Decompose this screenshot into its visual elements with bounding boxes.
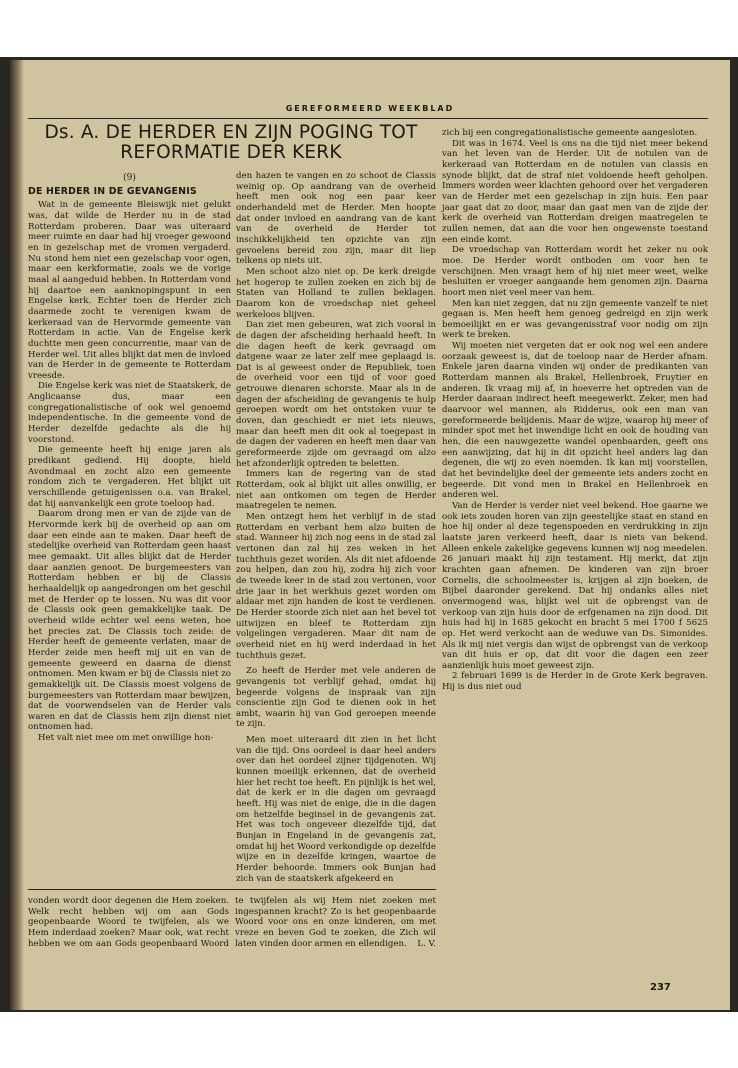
footnote-paragraph <box>28 896 436 949</box>
paragraph: Men schoot alzo niet op. De kerk dreigde het hogerop te zullen zoeken en zich bij de Staten van Holland te zullen beklagen. Daarom kon de vroedschap niet geheel werkeloos blijven. <box>236 266 436 320</box>
section-heading: DE HERDER IN DE GEVANGENIS <box>28 185 197 197</box>
paragraph: Men ontzegt hem het verblijf in de stad Rotterdam en verbant hem alzo buiten de stad. Wanneer hij zich nog eens in de stad zal vertonen dan zal hij zes weken in het tuchthuis gezet worden. Als dit niet afdoende zou helpen, dan zou hij, zodra hij zich voor de tweede keer in de stad zou vertonen, voor drie jaar in het werkhuis gezet worden om aldaar met zijn handen de kost te verdienen. De Herder stoorde zich niet aan het bevel tot uitwijzen en bleef te Rotterdam zijn volgelingen vergaderen. Maar dit nam de overheid niet en hij werd inderdaad in het tuchthuis gezet. <box>236 512 436 661</box>
footnote-rule <box>28 889 436 890</box>
binding-shadow <box>10 60 24 1010</box>
paragraph: 2 februari 1699 is de Herder in de Grote Kerk begraven. Hij is dus niet oud <box>442 671 708 693</box>
text-column-2 <box>236 171 436 884</box>
paragraph: Men moet uiteraard dit zien in het licht van die tijd. Ons oordeel is daar heel anders over dan het oordeel zijner tijdgenoten. Wij kunnen moeilijk erkennen, dat de overheid hier het recht toe heeft. En pijnlijk is het wel, dat de kerk er in die dagen om gevraagd heeft. Hij was niet de enige, die in die dagen om hetzelfde beginsel in de gevangenis zat. Het was toch ongeveer diezelfde tijd, dat Bunjan in Engeland in de gevangenis zat, omdat hij het Woord verkondigde op dezelfde wijze en in dezelfde kringen, waartoe de Herder behoorde. Immers ook Bunjan had zich van de staatskerk afgekeerd en <box>236 735 436 884</box>
article-title <box>28 123 434 163</box>
paragraph: zich bij een congregationalistische gemeente aangesloten. <box>442 128 698 138</box>
paragraph: De vroedschap van Rotterdam wordt het zeker nu ook moe. De Herder wordt ontboden om voor hen te verschijnen. Men vraagt hem of hij niet meer weet, welke besluiten er vroeger aangaande hem genomen zijn. Daarna hoort men niet veel meer van hem. <box>442 245 708 298</box>
paragraph: den hazen te vangen en zo schoot de Classis weinig op. Op aandrang van de overheid heeft men ook nog een paar keer onderhandeld met de Herder. Men hoopte dat onder invloed en aandrang van de kant van de overheid de Herder tot inschikkelijkheid ten opzichte van zijn gevoelens bereid zou zijn, maar dit liep telkens op niets uit. <box>236 171 436 267</box>
paragraph: Immers kan de regering van de stad Rotterdam, ook al blijkt uit alles onwillig, er niet aan ontkomen om tegen de Herder maatregelen te nemen. <box>236 469 436 512</box>
paragraph: Dit was in 1674. Veel is ons na die tijd niet meer bekend van het leven van de Herder. Uit de notulen van de kerkeraad van Rotterdam en de notulen van classis en synode blijkt, dat de straf niet voldoende heeft geholpen. Immers worden weer klachten gehoord over het vergaderen van de Herder met een gezelschap in zijn huis. Een paar jaar gaat dat zo door, maar dan gaat men van de zijde der kerk de overheid van Rotterdam dreigen maatregelen te zullen nemen, dat aan die voor hen ongewenste toestand een einde komt. <box>442 138 708 245</box>
paragraph: Dan ziet men gebeuren, wat zich vooral in de dagen der afscheiding herhaald heeft. In die dagen heeft de kerk gevraagd om datgene waar ze later zelf mee geplaagd is. Dat is al geweest onder de Republiek, toen de overheid voor een tijd of voor goed getrouwe dienaren schorste. Maar als in de dagen der afscheiding de gevangenis te hulp geroepen wordt om het ontstoken vuur te doven, dan geschiedt er niet iets nieuws, maar dan heeft men dit ook al toegepast in de dagen der vaderen en heeft men daar van gereformeerde zijde om gevraagd om alzo het afzonderlijk optreden te beletten. <box>236 320 436 469</box>
footnote-text: vonden wordt door degenen die Hem zoeken. Welk recht hebben wij om aan Gods geopenbaarde Woord te twijfelen, als we Hem inderdaad zoeken? Maar ook, wat recht hebben we om aan Gods geopenbaard Woord te twijfelen als wij Hem niet zoeken met ingespannen kracht? Zo is het geopenbaarde Woord voor ons en onze kinderen, om met vreze en beven God te zoeken, die Zich wil laten vinden door armen en ellendigen. <box>28 896 436 949</box>
footnote-block <box>28 896 436 949</box>
paragraph: Het valt niet mee om met onwillige hon- <box>38 733 214 744</box>
text-column-3 <box>442 128 708 978</box>
paragraph: Zo heeft de Herder met vele anderen de gevangenis tot verblijf gehad, omdat hij begeerde volgens de inspraak van zijn conscientie zijn God te dienen ook in het ambt, waarin hij van God geroepen meende te zijn. <box>236 666 436 730</box>
magazine-page <box>10 60 730 1010</box>
paragraph: Van de Herder is verder niet veel bekend. Hoe gaarne we ook iets zouden horen van zijn geestelijke staat en stand en hoe hij onder al deze tegenspoeden en verdrukking in zijn laatste jaren verkeerd heeft, daar is niets van bekend. Alleen enkele zakelijke gegevens kunnen wij nog meedelen. 26 januari maakt hij zijn testament. Hij merkt, dat zijn krachten gaan afnemen. De kinderen van zijn broer Cornelis, die schoolmeester is, krijgen al zijn boeken, de Bijbel daaronder gerekend. Dat hij ondanks alles niet onvermogend was, blijkt wel uit de opbrengst van de verkoop van zijn huis door de erfgenamen na zijn dood. Dit huis had hij in 1685 gekocht en bracht 5 mei 1700 f 5625 op. Het werd verkocht aan de weduwe van Ds. Simonides. Als ik mij niet vergis dan wijst de opbrengst van de verkoop van dit huis er op, dat dit voor die dagen een zeer aanzienlijk huis moet geweest zijn. <box>442 500 708 671</box>
page-number: 237 <box>650 982 671 993</box>
title-line-1: Ds. A. DE HERDER EN ZIJN POGING TOT <box>44 122 418 143</box>
paragraph: Wat in de gemeente Bleiswijk niet gelukt was, dat wilde de Herder nu in de stad Rotterdam proberen. Daar was uiteraard meer ruimte en daar had hij vroeger gewoond en in gezelschap met de vromen vergaderd. Nu stond hem niet een gezelschap voor ogen, maar een kerkformatie, zoals we de vorige maal al aangeduid hebben. In Rotterdam vond hij daartoe een aanknopingspunt in een Engelse kerk. Echter toen de Herder zich daarmede zocht te verenigen kwam de kerkeraad van de Hervormde gemeente van Rotterdam in actie. Van de Engelse kerk duchtte men geen concurrentie, maar van de Herder wel. Uit alles blijkt dat men de invloed van de Herder in de gemeente te Rotterdam vreesde. <box>28 200 231 381</box>
author-signature: L. V. <box>417 938 436 949</box>
paragraph: Wij moeten niet vergeten dat er ook nog wel een andere oorzaak geweest is, dat de toeloop naar de Herder afnam. Enkele jaren daarna vinden wij onder de predikanten van Rotterdam mannen als Brakel, Hellenbroek, Fruytier en anderen. Ik vraag mij af, in hoeverre het optreden van de Herder daaraan indirect heeft meegewerkt. Zeker, men had daarvoor wel mannen, als Ridderus, ook een man van gereformeerde belijdenis. Maar de wijze, waarop hij meer of minder spot met het inwendige licht en ook de houding van hen, die een nauwgezette wandel openbaarden, geeft ons een aanwijzing, dat hij in dit opzicht heel anders lag dan degenen, die wij zo even noemden. Ik kan mij voorstellen, dat het bevindelijke deel der gemeente iets anders zocht en begeerde. Dit vond men in Brakel en Hellenbroek en anderen wel. <box>442 341 708 501</box>
paragraph: Die gemeente heeft hij enige jaren als predikant gediend. Hij doopte, hield Avondmaal en zocht alzo een gemeente rondom zich te vergaderen. Het blijkt uit verschillende getuigenissen o.a. van Brakel, dat hij aanvankelijk een grote toeloop had. <box>28 445 231 509</box>
title-line-2: REFORMATIE DER KERK <box>120 142 342 163</box>
text-column-1 <box>28 173 231 883</box>
running-head: GEREFORMEERD WEEKBLAD <box>285 104 455 113</box>
paragraph: Men kan niet zeggen, dat nu zijn gemeente vanzelf te niet gegaan is. Men heeft hem genoeg gedreigd en zijn werk bemoeilijkt en er was gevangenisstraf voor nodig om zijn werk te breken. <box>442 298 708 341</box>
section-number: (9) <box>123 173 136 183</box>
header-rule <box>28 118 708 119</box>
paragraph: Die Engelse kerk was niet de Staatskerk, de Anglicaanse dus, maar een congregationalistische of ook wel genoemd independentische. In die gemeente vond de Herder dezelfde gedachte als die hij voorstond. <box>28 381 231 445</box>
paragraph: Daarom drong men er van de zijde van de Hervormde kerk bij de overheid op aan om daar een einde aan te maken. Daar heeft de stedelijke overheid van Rotterdam geen haast mee gemaakt. Uit alles blijkt dat de Herder daar aanzien genoot. De burgemeesters van Rotterdam hebben er bij de Classis herhaaldelijk op aangedrongen om het geschil met de Herder op te lossen. Nu was dit voor de Classis ook geen gemakkelijke taak. De overheid wilde echter wel eens weten, hoe het precies zat. De Classis toch zeide: de Herder heeft de gemeente verlaten, maar de Herder zeide men heeft mij uit en van de gemeente geweerd en daarna de dienst ontnomen. Men kwam er bij de Classis niet zo gemakkelijk uit. De Classis moest volgens de burgemeesters van Rotterdam maar bewijzen, dat de voorwendselen van de Herder vals waren en dat de Classis hem zijn dienst niet ontnomen had. <box>28 509 231 733</box>
